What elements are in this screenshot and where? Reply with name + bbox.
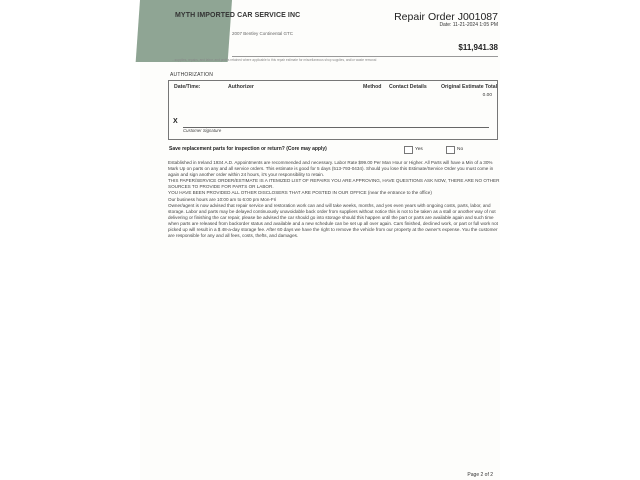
- signature-line[interactable]: [183, 127, 489, 128]
- no-checkbox[interactable]: [446, 146, 455, 154]
- col-original-estimate: Original Estimate Total: [441, 84, 498, 90]
- save-parts-question: Save replacement parts for inspection or return? (Core may apply): [169, 146, 327, 152]
- fine-print: ...supplies, repairs, and labor, and profits retained where applicable to this repair estimate for miscellaneous shop supplies, and/or waste removal: [172, 58, 377, 62]
- header-divider: [232, 56, 498, 57]
- page-number: Page 2 of 2: [467, 472, 493, 478]
- vehicle-info: 2007 Bentley Continental GTC: [232, 31, 294, 36]
- signature-x-mark: X: [173, 118, 178, 125]
- terms-paragraph: Established in Ireland 1934 A.D. Appointments are recommended and necessary. Labor Rate $99.00 Per Man Hour or Higher. All Parts will have a Min of a 30% Mark Up on parts on any and all service orders. This estimate is good for 5 days (513-793-0434). Should you lose this Estimate/Service Order you must come in again and sign another order within 24 hours, it's your responsibility to retain.: [168, 160, 494, 178]
- yes-checkbox[interactable]: [404, 146, 413, 154]
- repair-order-title: Repair Order J001087: [394, 11, 498, 23]
- terms-paragraph: Owner/agent is now advised that repair service and restoration work can and will take weeks, months, and yes even years with ongoing costs, parts, labor, and storage. Labor and parts may be delayed continuously unavoidable back order from suppliers without notice this is not to be taken as a stall or another way of not delivering or finishing the car repair, please be advised the car should go into storage should this happen until the part or parts are available again and such time when parts are released from backorder status and available and a new schedule can be set up all over again. Cars finished, declined work, or part or full work not picked up will result in a $ 48-a-day storage fee. After 60 days we have the right to remove the vehicle from our property at the owner's expense. You the customer are responsible for any and all fees, costs, thefts, and damages.: [168, 202, 498, 239]
- col-authorizer: Authorizer: [228, 84, 254, 90]
- authorization-label: AUTHORIZATION: [170, 72, 214, 78]
- terms-section: [168, 160, 500, 239]
- estimate-total: $11,941.38: [458, 43, 498, 52]
- green-sticker: [136, 0, 232, 62]
- signature-label: Customer Signature: [183, 128, 222, 133]
- shop-name: MYTH IMPORTED CAR SERVICE INC: [175, 12, 301, 19]
- terms-paragraph: THIS PAPER/SERVICE ORDER/ESTIMATE IS A ITEMIZED LIST OF REPAIRS YOU ARE APPROVING, HAVE QUESTIONS ASK NOW, THERE ARE NO OTHER SOURCES TO PROVIDE FOR PARTS OR LABOR.: [168, 178, 500, 190]
- original-estimate-value: 0.00: [482, 93, 492, 98]
- col-method: Method: [363, 84, 382, 90]
- yes-label: Yes: [415, 147, 423, 152]
- repair-order-date: Date: 11-21-2024 1:05 PM: [439, 22, 498, 28]
- terms-paragraph: Our business hours are 10:00 am to 6:00 pm Mon-Fri: [168, 196, 277, 202]
- col-date-time: Date/Time:: [174, 84, 201, 90]
- no-label: No: [457, 147, 464, 152]
- terms-paragraph: YOU HAVE BEEN PROVIDED ALL OTHER DISCLOSERS THAT ARE POSTED IN OUR OFFICE (near the entrance to the office): [168, 190, 432, 196]
- col-contact-details: Contact Details: [389, 84, 427, 90]
